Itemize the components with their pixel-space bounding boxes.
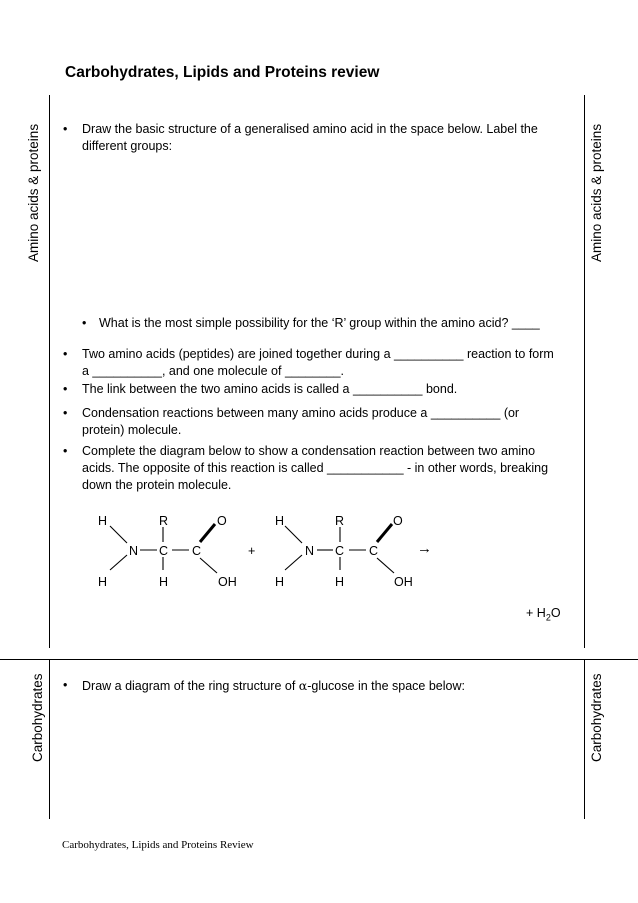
water-subscript: 2 xyxy=(545,612,551,623)
atom-r-2: R xyxy=(335,514,345,528)
bullet-bond xyxy=(63,381,563,399)
water-suffix: O xyxy=(550,606,561,620)
bullet-marker: • xyxy=(63,382,68,396)
bullet-amino-acid-structure xyxy=(63,121,563,157)
bullet-text: Complete the diagram below to show a condensation reaction between two amino acids. The opposite of this reaction is called ___________ - in other words, breaking down the protein molecule. xyxy=(82,444,549,492)
atom-h-alpha-1: H xyxy=(159,575,169,589)
section-divider xyxy=(0,659,638,660)
atom-o-1: O xyxy=(217,514,227,528)
bullet-text: Two amino acids (peptides) are joined together during a __________ reaction to form a __________, and one molecule of ________. xyxy=(82,347,554,378)
bullet-glucose-ring xyxy=(63,677,563,695)
atom-h-top-1: H xyxy=(98,514,108,528)
side-label-left-top: Amino acids & proteins xyxy=(26,123,41,262)
bond-h-n-bottom-1 xyxy=(110,555,127,570)
atom-oh-1: OH xyxy=(218,575,237,589)
bond-c-oh-2 xyxy=(377,558,394,573)
atom-c-alpha-2: C xyxy=(335,544,345,558)
right-border-bottom xyxy=(584,659,585,819)
bond-c-oh-1 xyxy=(200,558,217,573)
page-title: Carbohydrates, Lipids and Proteins review xyxy=(65,64,380,81)
bullet-text: The link between the two amino acids is called a __________ bond. xyxy=(82,382,458,396)
page-footer: Carbohydrates, Lipids and Proteins Review xyxy=(62,839,254,851)
atom-n-1: N xyxy=(129,544,139,558)
atom-h-bottom-1: H xyxy=(98,575,108,589)
bullet-marker: • xyxy=(63,406,68,420)
bullet-marker: • xyxy=(63,444,68,458)
double-bond-c-o-1 xyxy=(200,524,215,542)
bullet-marker: • xyxy=(82,316,87,330)
bullet-marker: • xyxy=(63,122,68,136)
bullet-marker: • xyxy=(63,678,68,692)
atom-h-bottom-2: H xyxy=(275,575,285,589)
bullet-marker: • xyxy=(63,347,68,361)
water-product xyxy=(526,606,561,625)
atom-h-top-2: H xyxy=(275,514,285,528)
bond-h-n-top-1 xyxy=(110,526,127,543)
glucose-text-post: -glucose in the space below: xyxy=(307,679,465,693)
bullet-text: Condensation reactions between many amino acids produce a __________ (or protein) molecule. xyxy=(82,406,520,437)
left-border-bottom xyxy=(49,659,50,819)
atom-n-2: N xyxy=(305,544,315,558)
bullet-text xyxy=(82,677,562,695)
atom-c-carboxyl-1: C xyxy=(192,544,202,558)
atom-o-2: O xyxy=(393,514,403,528)
atom-c-carboxyl-2: C xyxy=(369,544,379,558)
bullet-text: Draw the basic structure of a generalised amino acid in the space below. Label the different groups: xyxy=(82,122,538,153)
double-bond-c-o-2 xyxy=(377,524,392,542)
glucose-text-pre: Draw a diagram of the ring structure of xyxy=(82,679,299,693)
reaction-arrow-icon: → xyxy=(417,540,432,557)
bond-h-n-bottom-2 xyxy=(285,555,302,570)
plus-sign: + xyxy=(248,544,256,558)
bullet-condensation-diagram xyxy=(63,443,563,497)
bond-h-n-top-2 xyxy=(285,526,302,543)
bullet-r-group xyxy=(82,315,582,333)
atom-h-alpha-2: H xyxy=(335,575,345,589)
bullet-peptide-reaction xyxy=(63,346,563,382)
bullet-polypeptide xyxy=(63,405,563,441)
bullet-text: What is the most simple possibility for the ‘R’ group within the amino acid? ____ xyxy=(99,316,540,330)
atom-c-alpha-1: C xyxy=(159,544,169,558)
water-prefix: + H xyxy=(526,606,546,620)
side-label-right-top: Amino acids & proteins xyxy=(589,123,604,262)
side-label-left-bottom: Carbohydrates xyxy=(30,673,45,762)
atom-r-1: R xyxy=(159,514,169,528)
alpha-symbol: α xyxy=(298,678,308,693)
atom-oh-2: OH xyxy=(394,575,413,589)
side-label-right-bottom: Carbohydrates xyxy=(589,673,604,762)
